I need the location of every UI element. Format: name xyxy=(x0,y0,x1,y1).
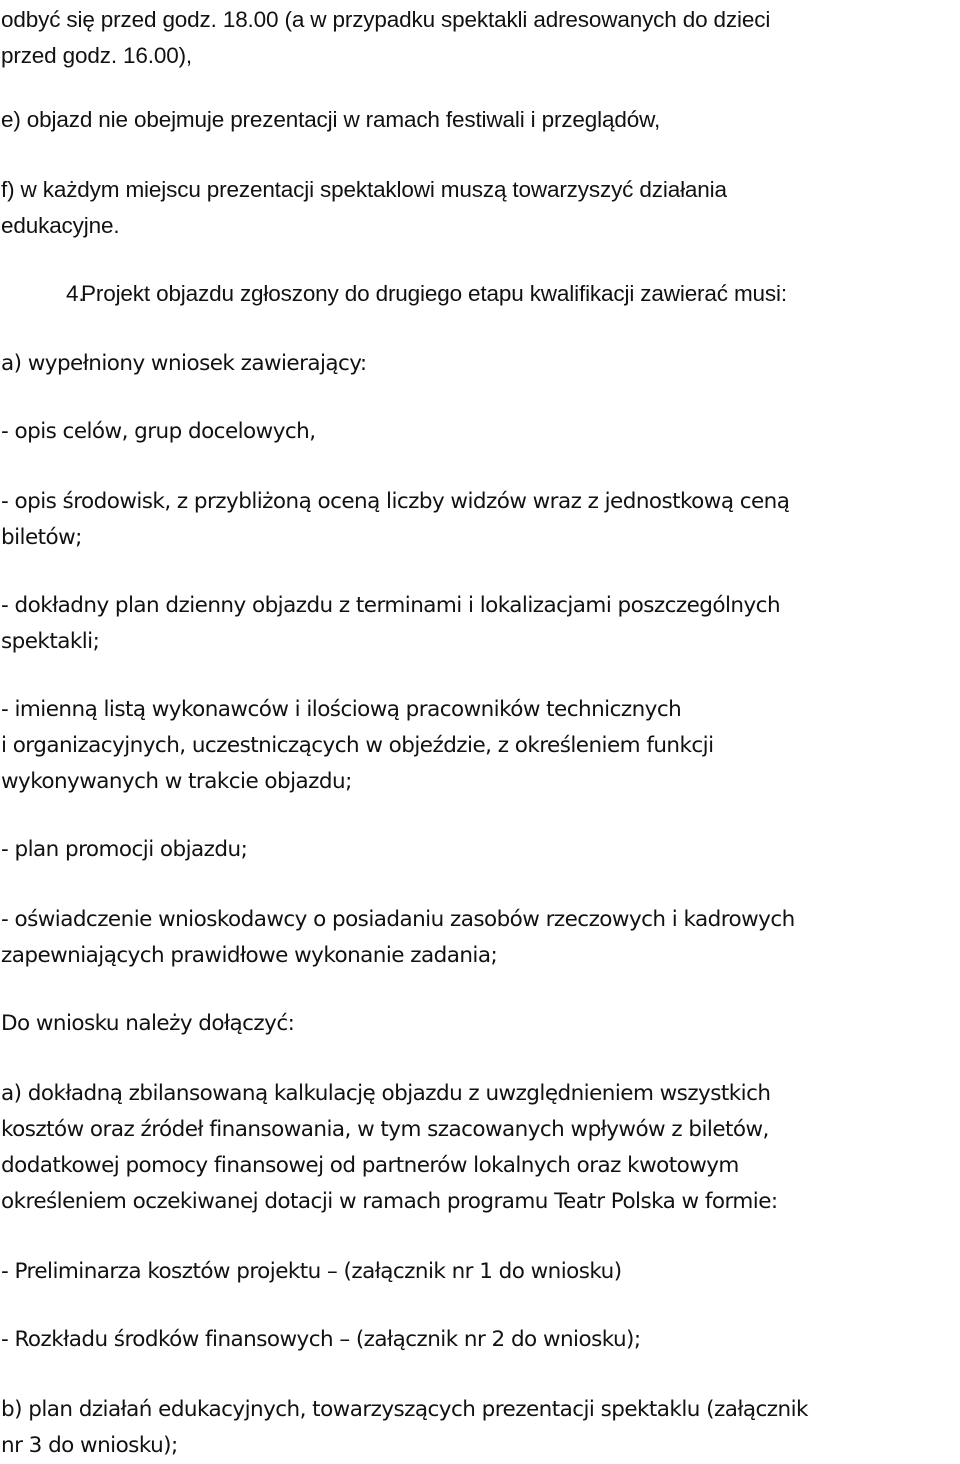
text-line: - Rozkładu środków finansowych – (załącznik nr 2 do wniosku); xyxy=(1,1327,641,1352)
text-line: wykonywanych w trakcie objazdu; xyxy=(1,769,352,794)
text-line: spektakli; xyxy=(1,629,100,654)
text-line: e) objazd nie obejmuje prezentacji w ramach festiwali i przeglądów, xyxy=(1,107,661,132)
text-line: zapewniających prawidłowe wykonanie zadania; xyxy=(1,943,498,968)
text-line: - plan promocji objazdu; xyxy=(1,837,248,862)
text-line: Projekt objazdu zgłoszony do drugiego etapu kwalifikacji zawierać musi: xyxy=(81,281,787,306)
text-line: a) wypełniony wniosek zawierający: xyxy=(1,351,367,376)
text-line: edukacyjne. xyxy=(1,213,120,238)
text-line: - imienną listą wykonawców i ilościową pracowników technicznych xyxy=(1,697,682,722)
text-line: - dokładny plan dzienny objazdu z terminami i lokalizacjami poszczególnych xyxy=(1,593,781,618)
text-line: - Preliminarza kosztów projektu – (załącznik nr 1 do wniosku) xyxy=(1,1259,622,1284)
text-line: dodatkowej pomocy finansowej od partnerów lokalnych oraz kwotowym xyxy=(1,1153,739,1178)
text-line: - opis środowisk, z przybliżoną oceną liczby widzów wraz z jednostkową ceną xyxy=(1,489,790,514)
text-line: b) plan działań edukacyjnych, towarzyszących prezentacji spektaklu (załącznik xyxy=(1,1397,808,1422)
text-line: kosztów oraz źródeł finansowania, w tym szacowanych wpływów z biletów, xyxy=(1,1117,769,1142)
text-line: - oświadczenie wnioskodawcy o posiadaniu zasobów rzeczowych i kadrowych xyxy=(1,907,795,932)
text-line: a) dokładną zbilansowaną kalkulację objazdu z uwzględnieniem wszystkich xyxy=(1,1081,771,1106)
text-line: biletów; xyxy=(1,525,82,550)
text-line: - opis celów, grup docelowych, xyxy=(1,419,316,444)
text-line: Do wniosku należy dołączyć: xyxy=(1,1011,295,1036)
text-line: f) w każdym miejscu prezentacji spektaklowi muszą towarzyszyć działania xyxy=(1,177,727,202)
text-line: przed godz. 16.00), xyxy=(1,43,193,68)
text-line: określeniem oczekiwanej dotacji w ramach programu Teatr Polska w formie: xyxy=(1,1189,778,1214)
list-number: 4. xyxy=(66,281,85,306)
text-line: odbyć się przed godz. 18.00 (a w przypadku spektakli adresowanych do dzieci xyxy=(1,7,771,32)
text-line: nr 3 do wniosku); xyxy=(1,1433,178,1458)
text-line: i organizacyjnych, uczestniczących w objeździe, z określeniem funkcji xyxy=(1,733,714,758)
